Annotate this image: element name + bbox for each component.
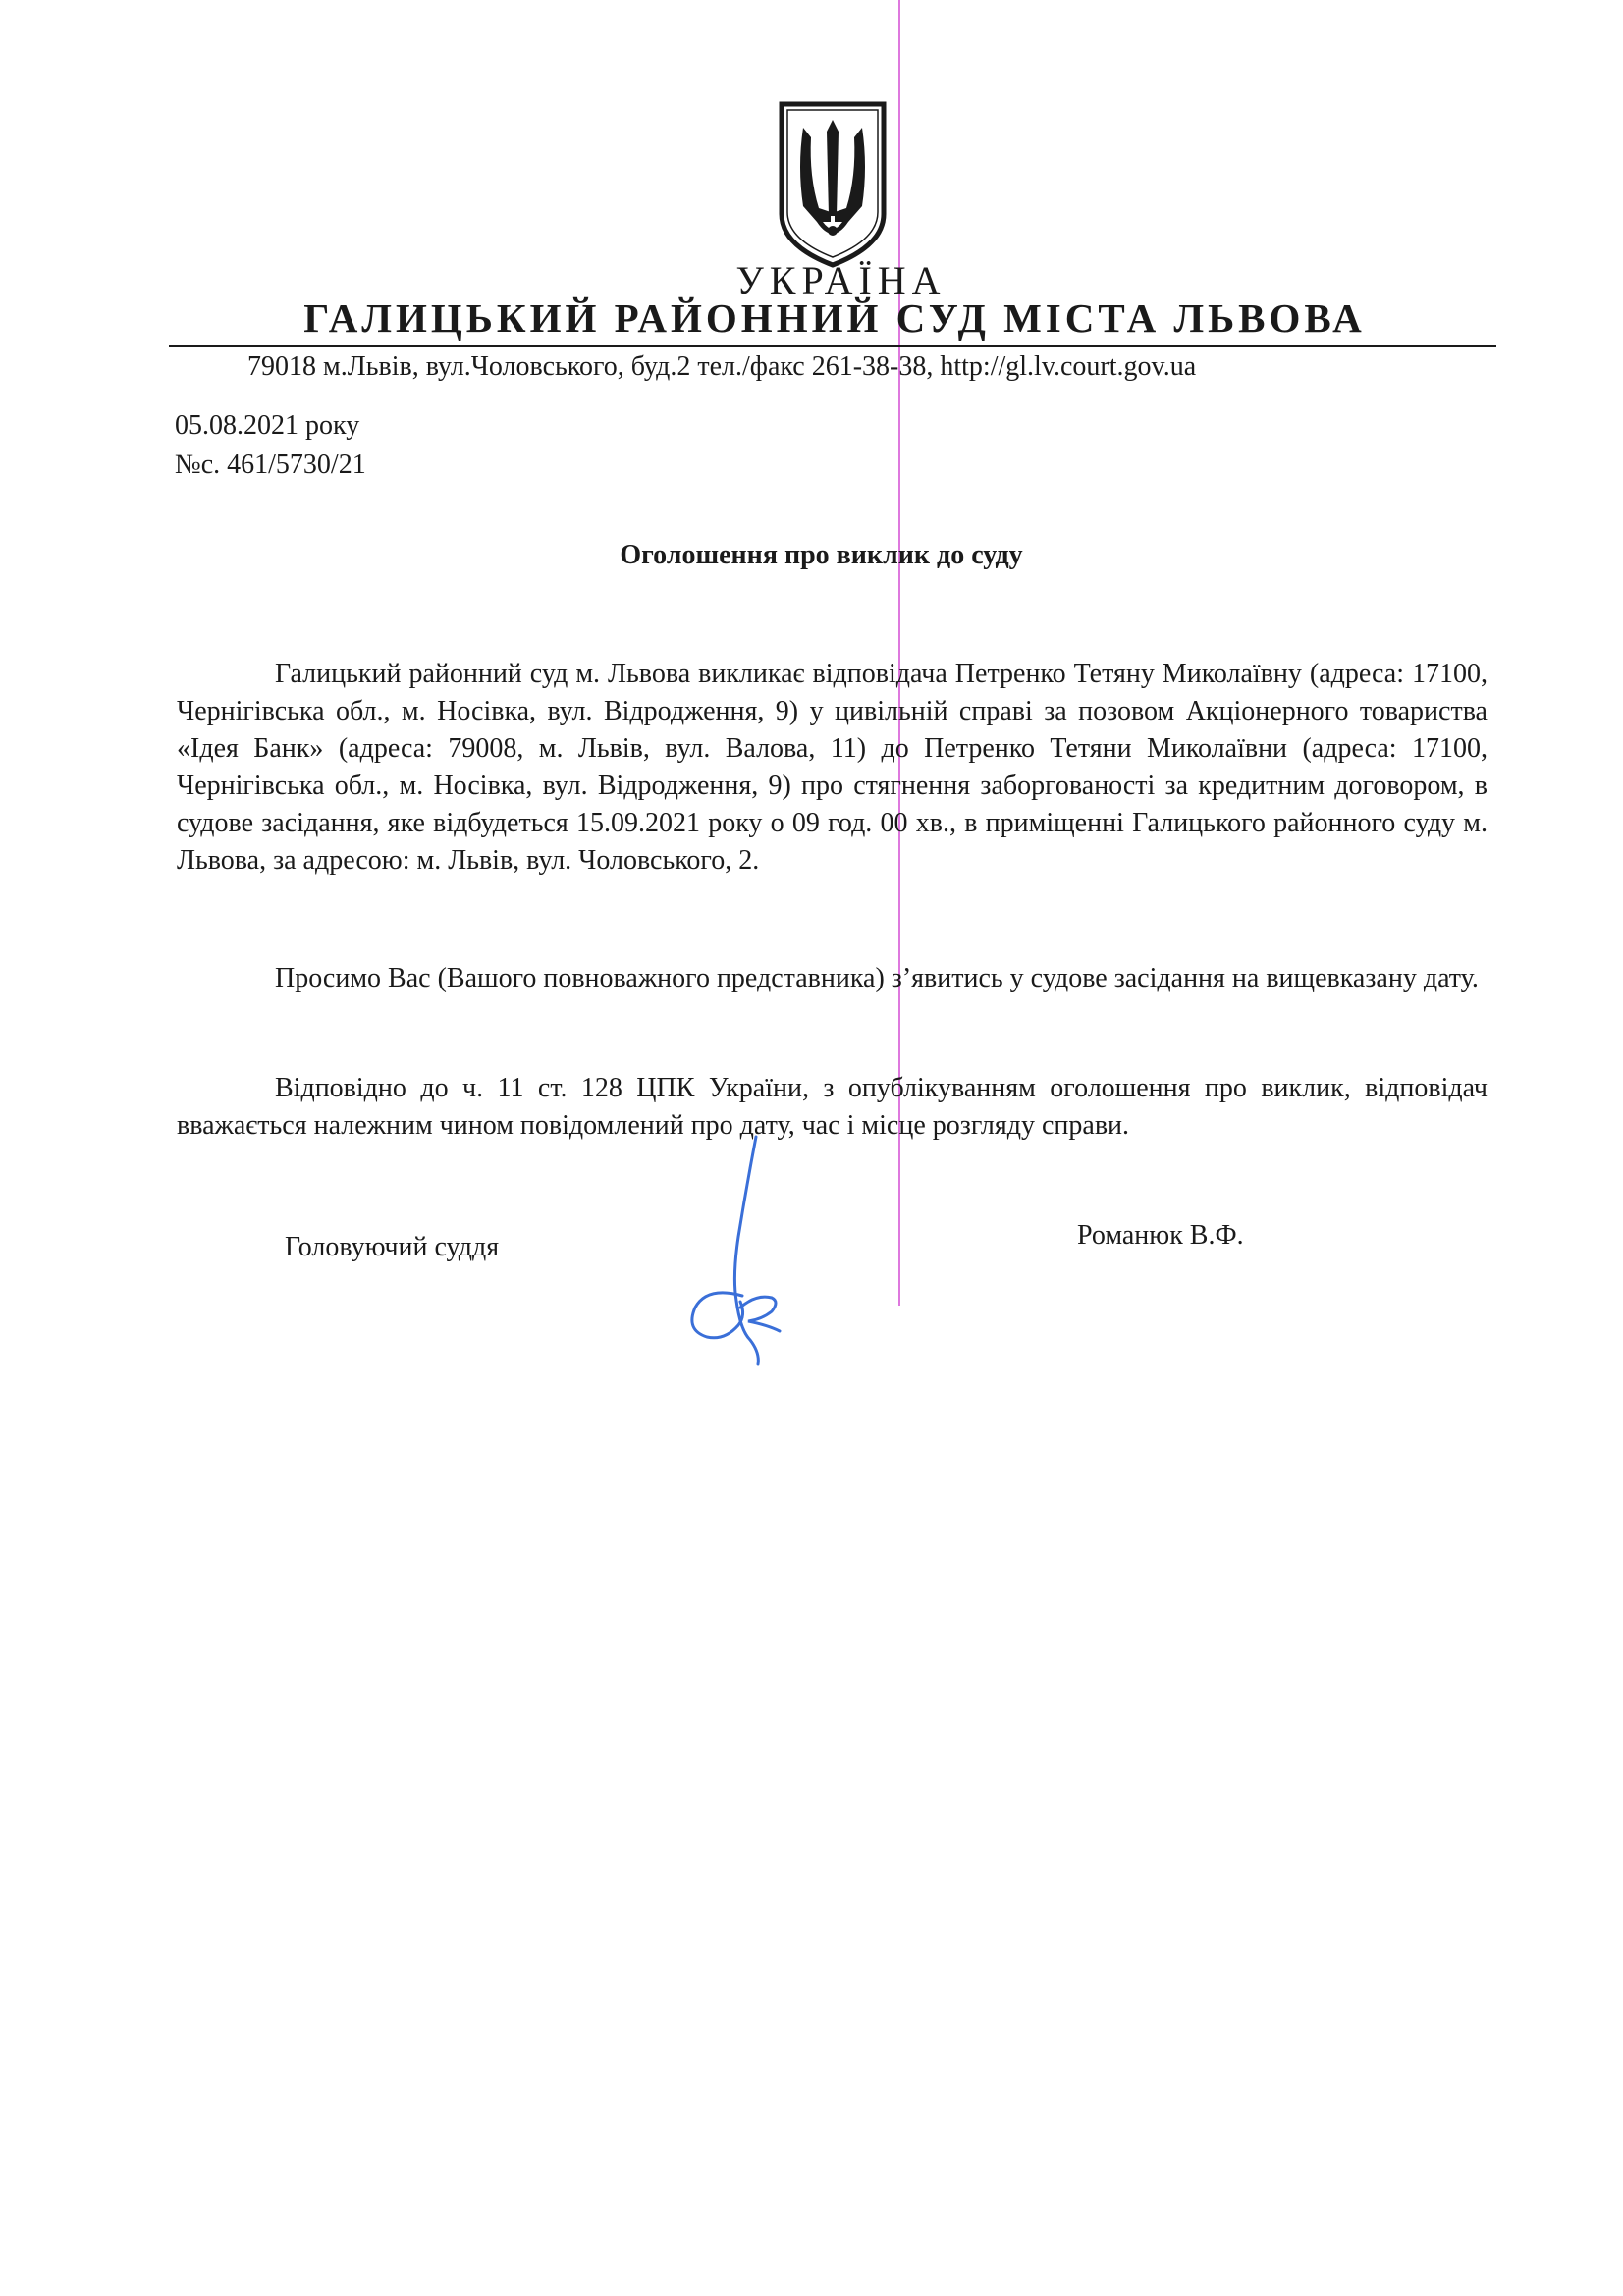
judge-name: Романюк В.Ф. xyxy=(1077,1220,1244,1251)
case-number: №с. 461/5730/21 xyxy=(175,450,366,480)
header-divider xyxy=(169,345,1496,347)
handwritten-signature xyxy=(677,1129,815,1384)
paragraph-request: Просимо Вас (Вашого повноважного представника) з’явитись у судове засідання на вищевказану дату. xyxy=(275,963,1479,993)
country-heading: УКРАЇНА xyxy=(735,258,947,302)
document-title: Оголошення про виклик до суду xyxy=(620,540,1023,570)
paragraph-legal-notice: Відповідно до ч. 11 ст. 128 ЦПК України, з опублікуванням оголошення про виклик, відповідач вважається належним чином повідомлений про дату, час і місце розгляду справи. xyxy=(177,1073,1488,1141)
coat-of-arms-icon xyxy=(774,98,892,270)
court-name-heading: ГАЛИЦЬКИЙ РАЙОННИЙ СУД МІСТА ЛЬВОВА xyxy=(303,295,1366,341)
document-date: 05.08.2021 року xyxy=(175,410,360,441)
signature-role: Головуючий суддя xyxy=(285,1232,500,1262)
court-address-line: 79018 м.Львів, вул.Чоловського, буд.2 тел./факс 261-38-38, http://gl.lv.court.gov.ua xyxy=(247,351,1197,382)
paragraph-summons: Галицький районний суд м. Львова викликає відповідача Петренко Тетяну Миколаївну (адреса: 17100, Чернігівська обл., м. Носівка, вул. Відродження, 9) у цивільній справі за позовом Акціонерного товариства «Ідея Банк» (адреса: 79008, м. Львів, вул. Валова, 11) до Петренко Тетяни Миколаївни (адреса: 17100, Чернігівська обл., м. Носівка, вул. Відродження, 9) про стягнення заборгованості за кредитним договором, в судове засідання, яке відбудеться 15.09.2021 року о 09 год. 00 хв., в приміщенні Галицького районного суду м. Львова, за адресою: м. Львів, вул. Чоловського, 2. xyxy=(177,659,1488,876)
